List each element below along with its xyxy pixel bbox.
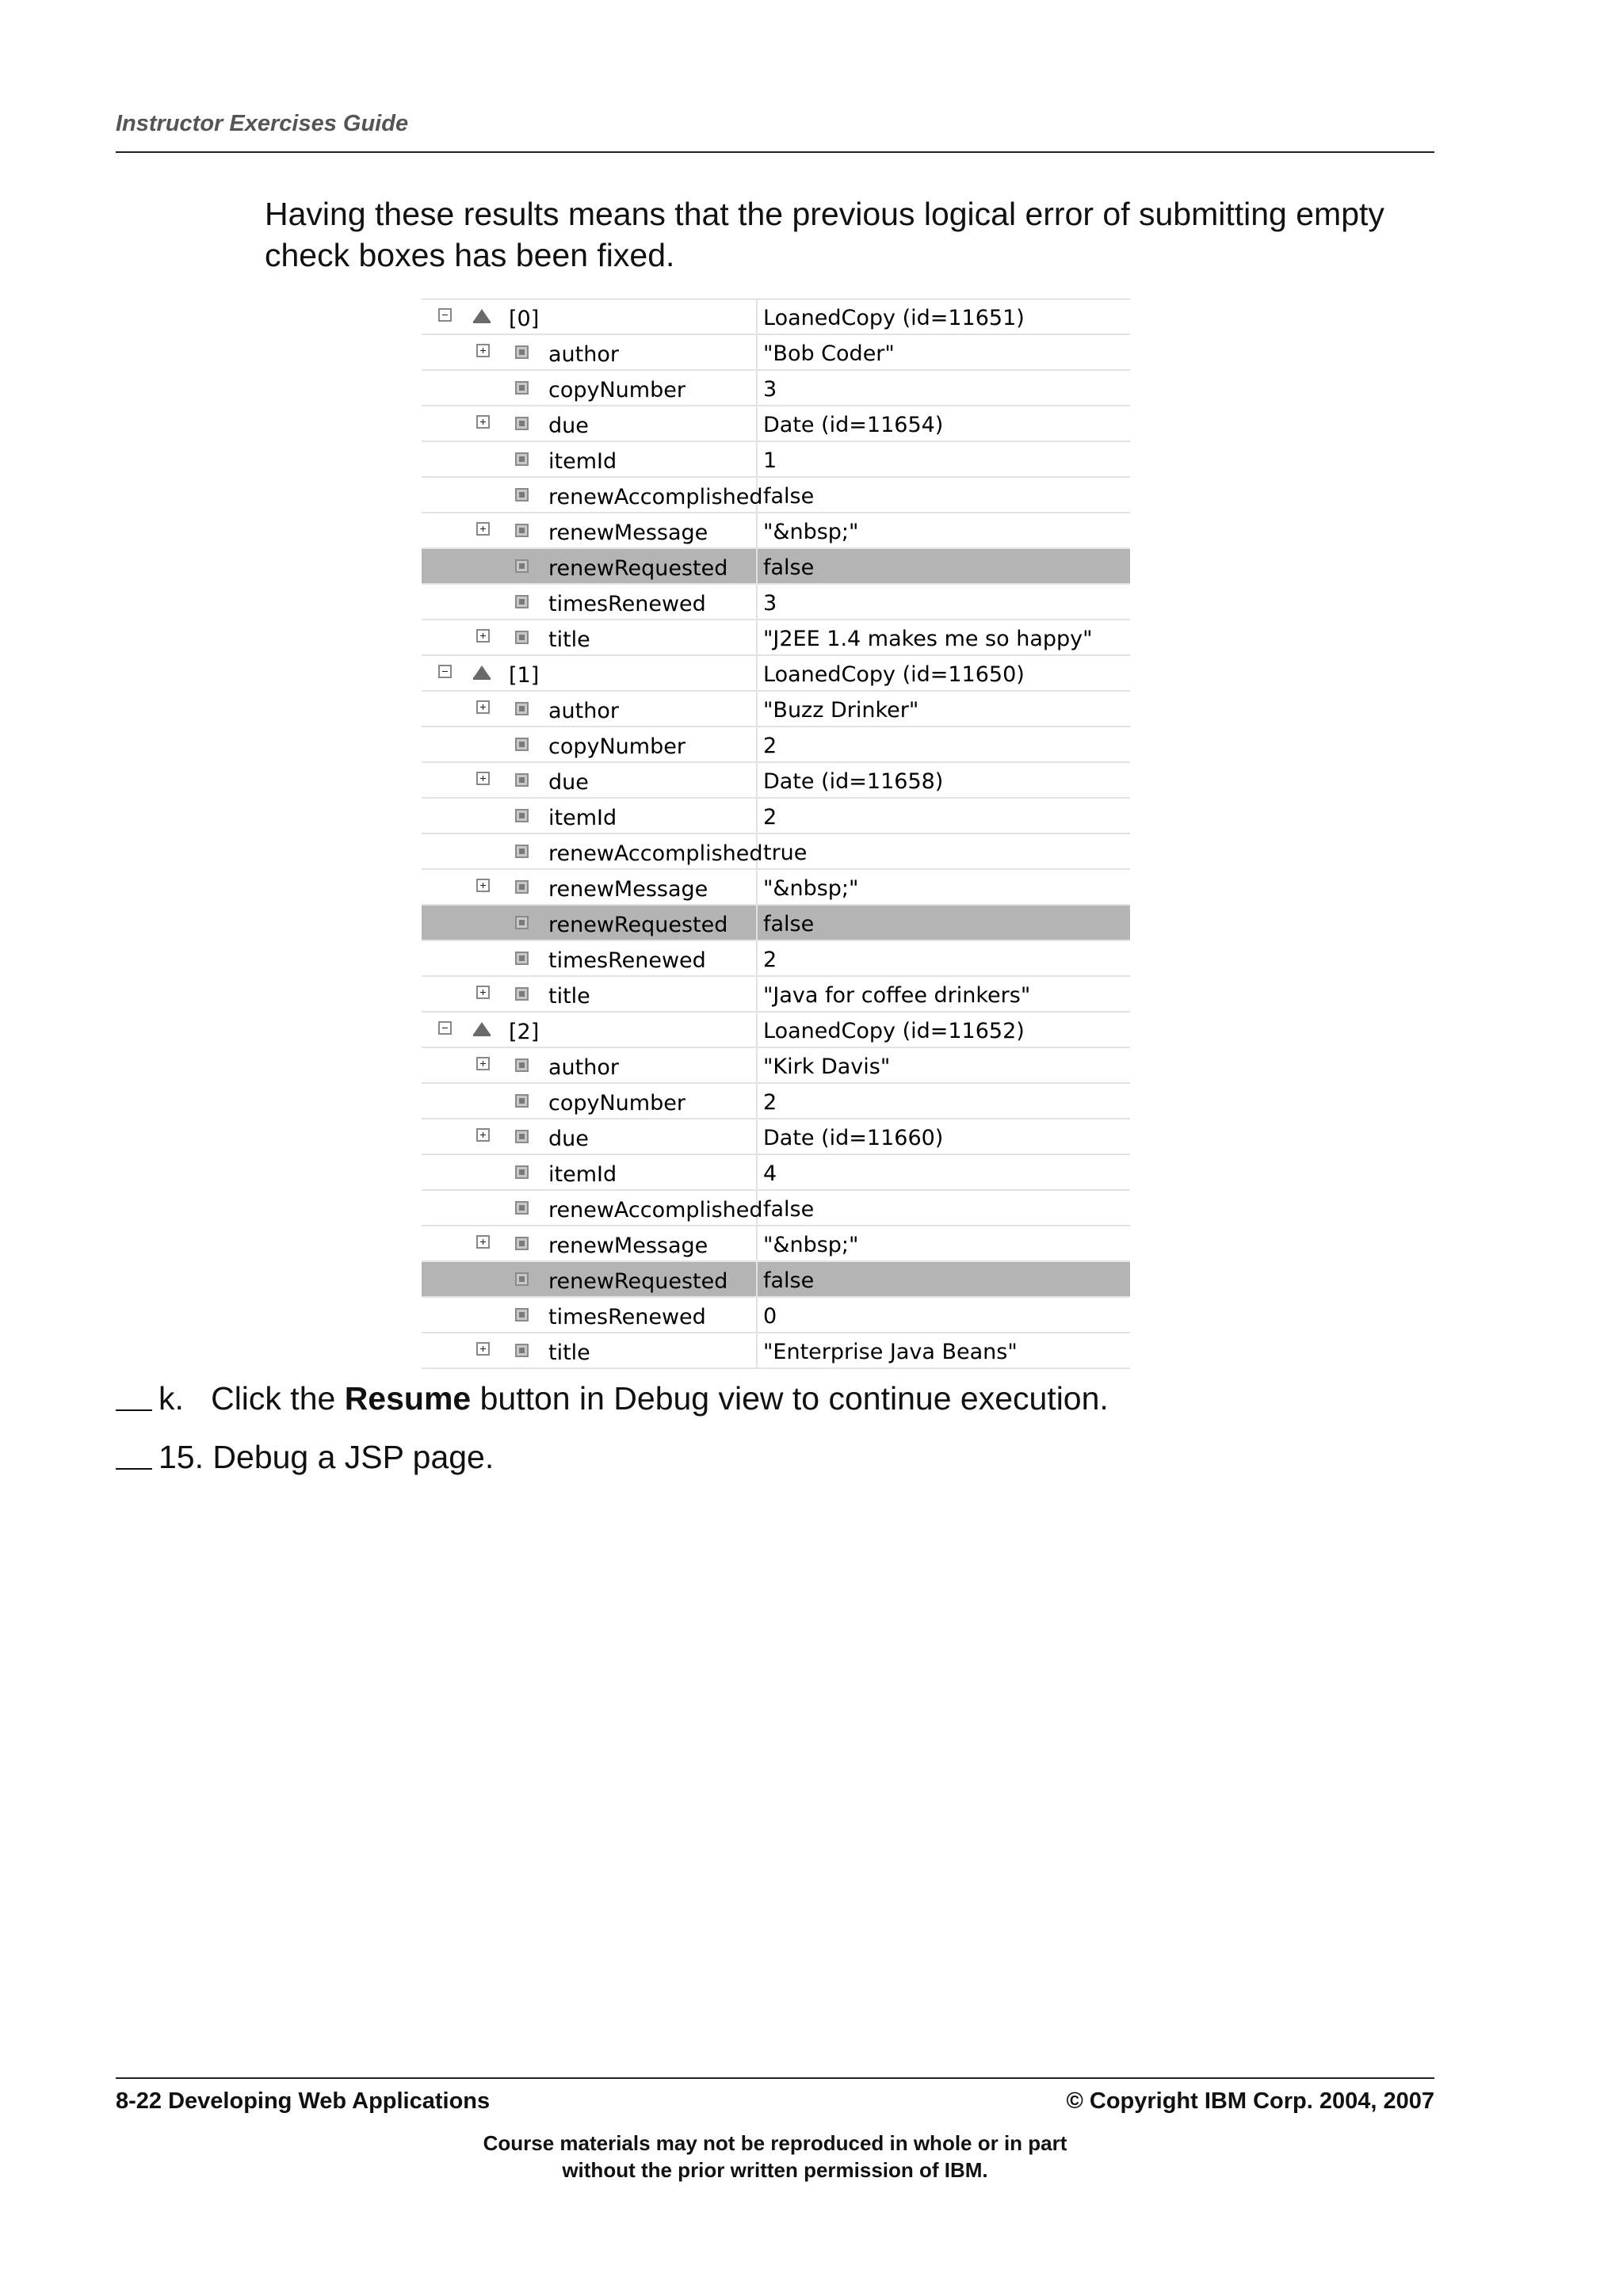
variable-value: "Java for coffee drinkers" xyxy=(763,983,1031,1008)
variable-name-cell xyxy=(422,834,763,868)
variable-value: Date (id=11658) xyxy=(763,769,944,794)
variable-name-cell xyxy=(422,1226,758,1261)
array-element-icon xyxy=(473,309,491,322)
expand-icon[interactable] xyxy=(476,415,490,429)
variable-name-cell xyxy=(422,763,758,797)
field-icon xyxy=(515,595,529,608)
field-icon xyxy=(515,1058,529,1072)
field-icon xyxy=(515,809,529,822)
variable-name: title xyxy=(548,1341,590,1365)
variable-row[interactable] xyxy=(422,692,1130,727)
variable-row[interactable] xyxy=(422,1298,1130,1333)
field-icon xyxy=(515,1201,529,1215)
field-icon xyxy=(515,1272,529,1286)
field-icon xyxy=(515,1130,529,1143)
variable-name-cell xyxy=(422,371,758,405)
step-k xyxy=(116,1380,1109,1417)
variable-value: 2 xyxy=(763,734,777,758)
footer-page-label: 8-22 Developing Web Applications xyxy=(116,2088,491,2114)
variable-name-cell xyxy=(422,692,758,726)
step-15-number: 15. xyxy=(158,1439,204,1475)
variable-name: renewRequested xyxy=(548,556,728,581)
variable-name: timesRenewed xyxy=(548,948,706,973)
field-icon xyxy=(515,1094,529,1108)
variable-name: copyNumber xyxy=(548,1091,685,1116)
variable-name-cell xyxy=(422,1013,758,1047)
field-icon xyxy=(515,845,529,858)
variable-name: title xyxy=(548,627,590,652)
variable-value: true xyxy=(763,841,808,865)
variable-name-cell xyxy=(422,478,763,512)
variable-name-cell xyxy=(422,1333,758,1367)
variable-value: Date (id=11660) xyxy=(763,1126,944,1150)
variable-name-cell xyxy=(422,1262,758,1296)
variable-value: false xyxy=(763,555,815,580)
array-element-icon xyxy=(473,666,491,678)
variable-name-cell xyxy=(422,1048,758,1082)
footer-copyright: © Copyright IBM Corp. 2004, 2007 xyxy=(1066,2088,1434,2114)
variable-row[interactable] xyxy=(422,1262,1130,1298)
variable-name: renewMessage xyxy=(548,1234,708,1258)
variable-name-cell xyxy=(422,977,758,1011)
expand-icon[interactable] xyxy=(476,700,490,714)
variable-name: renewRequested xyxy=(548,1269,728,1294)
variable-name-cell xyxy=(422,442,758,476)
variable-value: 1 xyxy=(763,448,777,473)
expand-icon[interactable] xyxy=(476,879,490,892)
variable-row[interactable] xyxy=(422,977,1130,1013)
variable-name: timesRenewed xyxy=(548,1305,706,1329)
variable-name: title xyxy=(548,984,590,1009)
variable-row[interactable] xyxy=(422,585,1130,620)
header-rule xyxy=(116,151,1434,153)
variable-name: [2] xyxy=(509,1020,540,1044)
step-k-letter: k. xyxy=(158,1380,184,1417)
variable-row[interactable] xyxy=(422,834,1130,870)
variable-row[interactable] xyxy=(422,763,1130,799)
footer-notice-line2: without the prior written permission of IBM. xyxy=(562,2158,988,2182)
variable-value: 2 xyxy=(763,1090,777,1115)
variable-row[interactable] xyxy=(422,1191,1130,1226)
field-icon xyxy=(515,559,529,573)
variable-row[interactable] xyxy=(422,1119,1130,1155)
variable-row[interactable] xyxy=(422,371,1130,406)
variable-name-cell xyxy=(422,549,758,583)
variable-name-cell xyxy=(422,799,758,833)
collapse-icon[interactable] xyxy=(438,308,452,322)
variable-name: due xyxy=(548,414,589,438)
variable-name: renewAccomplished xyxy=(548,841,763,866)
field-icon xyxy=(515,345,529,359)
field-icon xyxy=(515,524,529,537)
variable-value: LoanedCopy (id=11650) xyxy=(763,662,1025,687)
variable-value: "&nbsp;" xyxy=(763,1233,859,1257)
variable-value: LoanedCopy (id=11652) xyxy=(763,1019,1025,1043)
variable-value: false xyxy=(763,1268,815,1293)
field-icon xyxy=(515,631,529,644)
variable-name: itemId xyxy=(548,806,617,830)
step-15 xyxy=(116,1439,494,1476)
variable-row[interactable] xyxy=(422,299,1130,335)
field-icon xyxy=(515,1308,529,1322)
variable-value: LoanedCopy (id=11651) xyxy=(763,306,1025,330)
field-icon xyxy=(515,1237,529,1250)
variable-row[interactable] xyxy=(422,513,1130,549)
variable-value: false xyxy=(763,484,815,509)
intro-paragraph: Having these results means that the previous logical error of submitting empty check boxes has been fixed. xyxy=(265,196,1384,273)
variable-row[interactable] xyxy=(422,870,1130,906)
variable-name: author xyxy=(548,342,619,367)
variable-name-cell xyxy=(422,585,758,619)
variable-row[interactable] xyxy=(422,1013,1130,1048)
variable-name-cell xyxy=(422,1119,758,1154)
variable-name-cell xyxy=(422,335,758,369)
variable-value: "Enterprise Java Beans" xyxy=(763,1340,1018,1364)
field-icon xyxy=(515,1165,529,1179)
variable-row[interactable] xyxy=(422,478,1130,513)
variable-row[interactable] xyxy=(422,442,1130,478)
expand-icon[interactable] xyxy=(476,344,490,357)
variable-name: author xyxy=(548,699,619,723)
variable-name: due xyxy=(548,1127,589,1151)
variable-name: renewMessage xyxy=(548,521,708,545)
variable-row[interactable] xyxy=(422,1048,1130,1084)
variable-row[interactable] xyxy=(422,335,1130,371)
variable-name-cell xyxy=(422,1191,763,1225)
variable-value: 2 xyxy=(763,948,777,972)
field-icon xyxy=(515,880,529,894)
header-title: Instructor Exercises Guide xyxy=(116,111,409,136)
field-icon xyxy=(515,381,529,395)
variable-name: copyNumber xyxy=(548,734,685,759)
step-k-text-before: Click the xyxy=(211,1380,345,1417)
variable-name-cell xyxy=(422,656,758,690)
variable-row[interactable] xyxy=(422,620,1130,656)
variable-row[interactable] xyxy=(422,1155,1130,1191)
field-icon xyxy=(515,452,529,466)
variable-name-cell xyxy=(422,870,758,904)
expand-icon[interactable] xyxy=(476,1057,490,1070)
expand-icon[interactable] xyxy=(476,629,490,643)
variable-name-cell xyxy=(422,1298,758,1332)
variable-name-cell xyxy=(422,620,758,654)
field-icon xyxy=(515,488,529,502)
variable-name-cell xyxy=(422,941,758,975)
variable-value: "J2EE 1.4 makes me so happy" xyxy=(763,627,1093,651)
field-icon xyxy=(515,916,529,929)
variable-name-cell xyxy=(422,406,758,441)
variable-row[interactable] xyxy=(422,941,1130,977)
variable-name: renewAccomplished xyxy=(548,1198,763,1222)
expand-icon[interactable] xyxy=(476,772,490,785)
variable-value: 4 xyxy=(763,1161,777,1186)
variable-value: "Kirk Davis" xyxy=(763,1055,891,1079)
variable-name: author xyxy=(548,1055,619,1080)
field-icon xyxy=(515,738,529,751)
variable-value: 0 xyxy=(763,1304,777,1329)
variable-name: renewRequested xyxy=(548,913,728,937)
field-icon xyxy=(515,987,529,1001)
field-icon xyxy=(515,1344,529,1357)
variable-name-cell xyxy=(422,727,758,761)
collapse-icon[interactable] xyxy=(438,1021,452,1035)
variable-name-cell xyxy=(422,1155,758,1189)
variable-row[interactable] xyxy=(422,1226,1130,1262)
variable-value: 2 xyxy=(763,805,777,830)
variable-value: "Buzz Drinker" xyxy=(763,698,919,723)
array-element-icon xyxy=(473,1022,491,1035)
expand-icon[interactable] xyxy=(476,1342,490,1356)
variable-row[interactable] xyxy=(422,1333,1130,1369)
variable-row[interactable] xyxy=(422,1084,1130,1119)
field-icon xyxy=(515,952,529,965)
variable-name: [0] xyxy=(509,307,540,331)
variable-row[interactable] xyxy=(422,549,1130,585)
variable-value: "&nbsp;" xyxy=(763,520,859,544)
field-icon xyxy=(515,773,529,787)
variable-name: due xyxy=(548,770,589,795)
variable-name: renewAccomplished xyxy=(548,485,763,509)
variable-name: itemId xyxy=(548,1162,617,1187)
expand-icon[interactable] xyxy=(476,1235,490,1249)
expand-icon[interactable] xyxy=(476,522,490,536)
field-icon xyxy=(515,417,529,430)
variable-row[interactable] xyxy=(422,906,1130,941)
variable-name-cell xyxy=(422,299,758,334)
variables-view[interactable] xyxy=(422,299,1130,1369)
variable-value: "&nbsp;" xyxy=(763,876,859,901)
variable-name: [1] xyxy=(509,663,540,688)
variable-value: false xyxy=(763,912,815,936)
variable-value: "Bob Coder" xyxy=(763,341,895,366)
variable-value: 3 xyxy=(763,377,777,402)
footer-notice-line1: Course materials may not be reproduced in whole or in part xyxy=(483,2131,1067,2155)
variable-row[interactable] xyxy=(422,406,1130,442)
variable-value: 3 xyxy=(763,591,777,616)
variable-value: Date (id=11654) xyxy=(763,413,944,437)
variable-name: itemId xyxy=(548,449,617,474)
checkbox-blank xyxy=(116,1440,152,1470)
field-icon xyxy=(515,702,529,715)
variable-row[interactable] xyxy=(422,727,1130,763)
variable-name: timesRenewed xyxy=(548,592,706,616)
step-k-bold: Resume xyxy=(344,1380,472,1417)
variable-name-cell xyxy=(422,906,758,940)
variable-name: copyNumber xyxy=(548,378,685,402)
expand-icon[interactable] xyxy=(476,986,490,999)
variable-row[interactable] xyxy=(422,799,1130,834)
variable-name: renewMessage xyxy=(548,877,708,902)
variable-value: false xyxy=(763,1197,815,1222)
variable-row[interactable] xyxy=(422,656,1130,692)
variable-name-cell xyxy=(422,1084,758,1118)
expand-icon[interactable] xyxy=(476,1128,490,1142)
checkbox-blank xyxy=(116,1381,152,1411)
step-15-text: Debug a JSP page. xyxy=(212,1439,495,1475)
collapse-icon[interactable] xyxy=(438,665,452,678)
variable-name-cell xyxy=(422,513,758,547)
footer-rule xyxy=(116,2077,1434,2079)
step-k-text-after: button in Debug view to continue execution. xyxy=(471,1380,1109,1417)
